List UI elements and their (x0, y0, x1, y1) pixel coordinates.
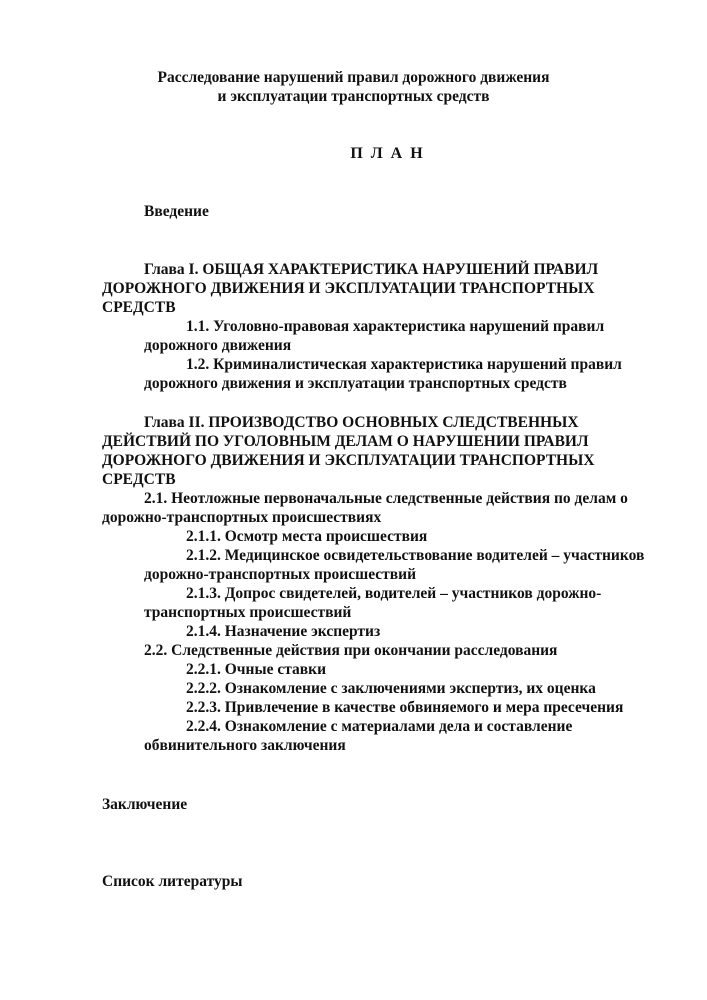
title-line-1: Расследование нарушений правил дорожного движения (157, 69, 550, 86)
section-2-2-4: 2.2.4. Ознакомление с материалами дела и составление обвинительного заключения (144, 718, 573, 754)
chapter-1-heading: Глава I. ОБЩАЯ ХАРАКТЕРИСТИКА НАРУШЕНИЙ ПРАВИЛ ДОРОЖНОГО ДВИЖЕНИЯ И ЭКСПЛУАТАЦИИ ТРАНСПОРТНЫХ СРЕДСТВ (102, 261, 599, 316)
chapter-1 (102, 260, 662, 393)
section-1-2: 1.2. Криминалистическая характеристика нарушений правил дорожного движения и эксплуатации транспортных средств (144, 356, 622, 392)
section-2-2: 2.2. Следственные действия при окончании расследования (144, 642, 558, 659)
section-2-1: 2.1. Неотложные первоначальные следственные действия по делам о дорожно-транспортных происшествиях (102, 490, 628, 526)
plan-heading: П Л А Н (350, 145, 425, 162)
section-2-1-1: 2.1.1. Осмотр места происшествия (186, 528, 428, 545)
intro-heading: Введение (144, 203, 209, 220)
title-line-2: и эксплуатации транспортных средств (217, 88, 490, 105)
document-title (0, 68, 707, 106)
section-2-1-4: 2.1.4. Назначение экспертиз (186, 623, 381, 640)
section-1-1: 1.1. Уголовно-правовая характеристика нарушений правил дорожного движения (144, 318, 605, 354)
chapter-2 (102, 413, 662, 755)
section-2-1-3: 2.1.3. Допрос свидетелей, водителей – участников дорожно-транспортных происшествий (144, 585, 602, 621)
section-2-2-2: 2.2.2. Ознакомление с заключениями экспертиз, их оценка (186, 680, 596, 697)
conclusion-heading: Заключение (102, 796, 188, 813)
chapter-2-heading: Глава II. ПРОИЗВОДСТВО ОСНОВНЫХ СЛЕДСТВЕННЫХ ДЕЙСТВИЙ ПО УГОЛОВНЫМ ДЕЛАМ О НАРУШЕНИИ ПРАВИЛ ДОРОЖНОГО ДВИЖЕНИЯ И ЭКСПЛУАТАЦИИ ТРАНСПОРТНЫХ СРЕДСТВ (102, 414, 595, 488)
section-2-1-2: 2.1.2. Медицинское освидетельствование водителей – участников дорожно-транспортных происшествий (144, 547, 645, 583)
section-2-2-3: 2.2.3. Привлечение в качестве обвиняемого и мера пресечения (186, 699, 624, 716)
references-heading: Список литературы (102, 873, 243, 890)
section-2-2-1: 2.2.1. Очные ставки (186, 661, 326, 678)
